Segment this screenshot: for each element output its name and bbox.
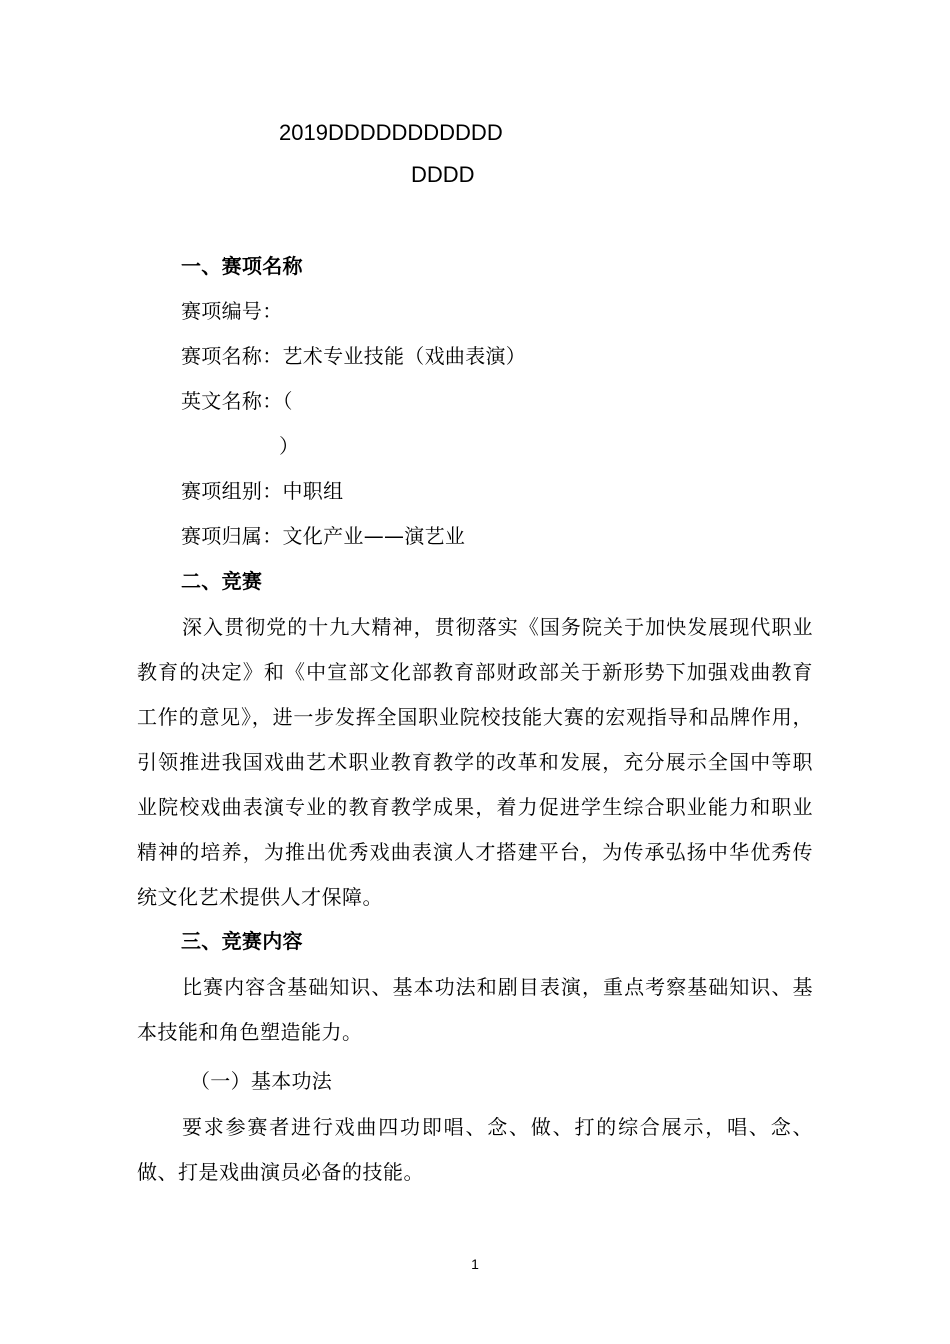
document-title-line-2: DDDD: [411, 162, 475, 187]
item-name-line: 赛项名称：艺术专业技能（戏曲表演）: [181, 344, 527, 368]
item-group-line: 赛项组别：中职组: [181, 479, 344, 503]
document-title-line-1: 2019DDDDDDDDDDD: [279, 120, 503, 145]
section-1-heading: 一、赛项名称: [181, 254, 303, 278]
english-name-close: ）: [279, 434, 300, 458]
page-number: 1: [471, 1256, 479, 1272]
english-name-line: 英文名称：（: [181, 389, 293, 413]
item-category-line: 赛项归属：文化产业——演艺业: [181, 524, 466, 548]
section-2-paragraph: 深入贯彻党的十九大精神，贯彻落实《国务院关于加快发展现代职业教育的决定》和《中宣部文化部教育部财政部关于新形势下加强戏曲教育工作的意见》，进一步发挥全国职业院校技能大赛的宏观指导和品牌作用，引领推进我国戏曲艺术职业教育教学的改革和发展，充分展示全国中等职业院校戏曲表演专业的教育教学成果，着力促进学生综合职业能力和职业精神的培养，为推出优秀戏曲表演人才搭建平台，为传承弘扬中华优秀传统文化艺术提供人才保障。: [137, 615, 813, 909]
section-2-heading: 二、竞赛: [181, 569, 263, 593]
section-3-heading: 三、竞赛内容: [181, 929, 303, 953]
subsection-1-paragraph: 要求参赛者进行戏曲四功即唱、念、做、打的综合展示，唱、念、做、打是戏曲演员必备的技能。: [137, 1115, 813, 1184]
section-3-paragraph: 比赛内容含基础知识、基本功法和剧目表演，重点考察基础知识、基本技能和角色塑造能力。: [137, 975, 813, 1044]
subsection-1-heading: （一）基本功法: [190, 1069, 333, 1093]
item-number-line: 赛项编号：: [181, 299, 283, 323]
